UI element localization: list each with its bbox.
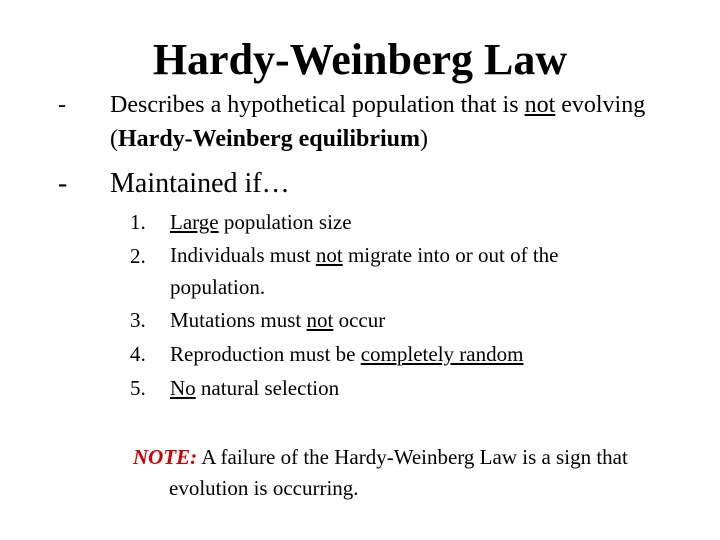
underlined-word: completely random: [360, 342, 524, 366]
underlined-word: No: [170, 376, 196, 400]
bullet-text-part: Describes a hypothetical population that is: [110, 92, 525, 118]
list-text: population size: [218, 210, 352, 234]
underlined-word: not: [306, 308, 334, 332]
list-item: [130, 371, 650, 405]
bullet-text-part: evolving (: [110, 92, 646, 152]
list-text: Reproduction must be: [170, 342, 361, 366]
list-item: [130, 337, 650, 371]
note-paragraph: [133, 442, 689, 504]
bullet-dash: -: [58, 168, 68, 199]
list-number: 1.: [130, 210, 146, 234]
conditions-list: [130, 205, 650, 405]
underlined-word: not: [315, 243, 343, 267]
list-item: [130, 239, 650, 303]
underlined-word: Large: [170, 210, 219, 234]
list-item: [130, 303, 650, 337]
list-number: 4.: [130, 342, 146, 366]
bullet-text: Maintained if…: [110, 168, 290, 199]
list-number: 5.: [130, 376, 146, 400]
note-text: A failure of the Hardy-Weinberg Law is a sign that evolution is occurring.: [169, 445, 628, 500]
list-text: migrate into or out of the population.: [170, 243, 559, 299]
slide-title: Hardy-Weinberg Law: [152, 35, 568, 84]
list-text: natural selection: [195, 376, 340, 400]
bullet-text: [110, 88, 670, 156]
list-number: 2.: [130, 244, 146, 268]
bullet-dash: -: [58, 92, 66, 118]
bullet-text-part: ): [420, 126, 429, 152]
list-text: Mutations must: [170, 308, 307, 332]
note-label: NOTE:: [133, 445, 198, 469]
list-text: occur: [333, 308, 386, 332]
list-item: [130, 205, 650, 239]
list-text-wrap: [170, 239, 650, 303]
list-number: 3.: [130, 308, 146, 332]
list-text: Individuals must: [170, 243, 316, 267]
bold-term: Hardy-Weinberg equilibrium: [118, 126, 421, 152]
underlined-not: not: [524, 92, 556, 118]
